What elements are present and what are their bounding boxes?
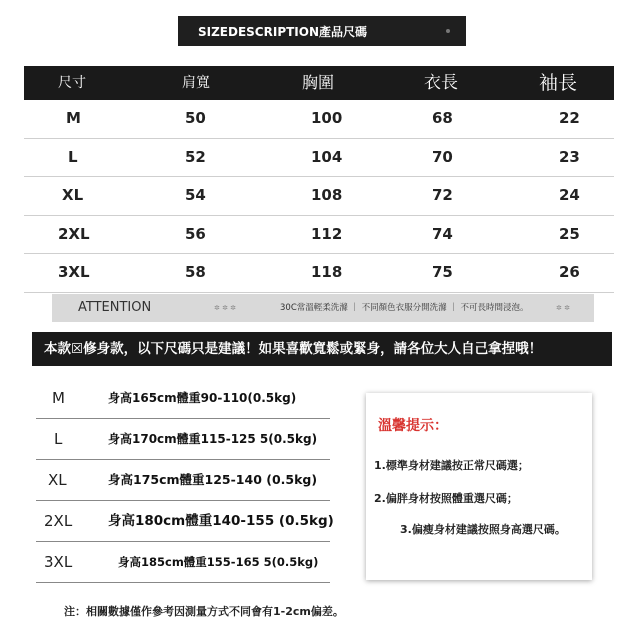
table-row bbox=[24, 177, 614, 216]
table-cell: 2XL bbox=[58, 224, 90, 243]
table-cell: 22 bbox=[559, 109, 580, 127]
fit-notice-text: 本款☒修身款，以下尺碼只是建議！如果喜歡寬鬆或緊身，請各位大人自己拿捏哦！ bbox=[44, 341, 543, 357]
table-cell: 104 bbox=[311, 147, 343, 166]
table-cell: 108 bbox=[311, 186, 343, 204]
recommendation-size: L bbox=[54, 430, 63, 448]
recommendation-size: 2XL bbox=[44, 512, 73, 530]
attention-label: ATTENTION bbox=[78, 300, 152, 315]
tip-item: 2.偏胖身材按照體重選尺碼； bbox=[374, 492, 518, 505]
column-header-length: 衣長 bbox=[424, 73, 458, 93]
table-cell: 25 bbox=[559, 224, 580, 243]
table-row bbox=[24, 100, 614, 139]
table-cell: 100 bbox=[311, 109, 343, 127]
table-cell: 23 bbox=[559, 147, 580, 166]
column-header-chest: 胸圍 bbox=[302, 73, 335, 92]
column-header-size: 尺寸 bbox=[58, 75, 86, 91]
table-cell: 75 bbox=[432, 263, 453, 281]
recommendation-size: M bbox=[52, 389, 65, 407]
table-cell: 72 bbox=[432, 186, 453, 204]
table-cell: 70 bbox=[432, 147, 453, 166]
table-cell: 24 bbox=[559, 186, 580, 204]
decorative-dot bbox=[446, 29, 450, 33]
tip-item: 1.標準身材建議按正常尺碼選； bbox=[374, 459, 529, 472]
list-item bbox=[36, 460, 330, 501]
table-cell: M bbox=[66, 109, 81, 127]
list-item bbox=[36, 501, 334, 542]
tips-title: 溫馨提示： bbox=[378, 418, 448, 434]
care-instructions-bar bbox=[52, 294, 594, 322]
recommendation-desc: 身高165cm體重90-110(0.5kg) bbox=[108, 391, 297, 405]
recommendation-desc: 身高170cm體重115-125 5(0.5kg) bbox=[108, 432, 318, 446]
recommendation-desc: 身高180cm體重140-155 (0.5kg) bbox=[108, 513, 334, 529]
size-table bbox=[24, 66, 614, 293]
table-row bbox=[24, 254, 614, 293]
table-cell: 54 bbox=[185, 186, 206, 204]
table-cell: XL bbox=[62, 186, 84, 204]
table-cell: 26 bbox=[559, 263, 580, 281]
care-text: 30C常溫輕柔洗滌 ｜ 不同顏色衣服分開洗滌 ｜ 不可長時間浸泡。 bbox=[280, 303, 529, 313]
table-cell: 74 bbox=[432, 224, 453, 243]
table-header-row bbox=[24, 66, 614, 100]
fit-notice-bar bbox=[32, 332, 612, 366]
table-cell: 112 bbox=[311, 224, 343, 243]
table-cell: 52 bbox=[185, 147, 206, 166]
section-title: SIZEDESCRIPTION產品尺碼 bbox=[198, 25, 368, 39]
recommendation-size: XL bbox=[48, 471, 67, 489]
recommendation-size: 3XL bbox=[44, 553, 73, 571]
tips-card bbox=[366, 393, 592, 580]
column-header-shoulder: 肩寬 bbox=[182, 75, 210, 91]
wash-icon: ✲ ✲ ✲ bbox=[214, 304, 237, 312]
table-cell: 58 bbox=[185, 263, 206, 281]
column-header-sleeve: 袖長 bbox=[539, 72, 578, 94]
size-recommendation-list bbox=[36, 378, 334, 583]
section-header bbox=[178, 16, 466, 46]
table-cell: L bbox=[68, 147, 78, 166]
table-cell: 118 bbox=[311, 263, 343, 281]
list-item bbox=[36, 542, 330, 583]
list-item bbox=[36, 419, 330, 460]
table-cell: 68 bbox=[432, 109, 453, 127]
table-cell: 56 bbox=[185, 224, 206, 243]
tip-item: 3.偏瘦身材建議按照身高選尺碼。 bbox=[400, 523, 566, 536]
table-cell: 3XL bbox=[58, 263, 90, 281]
list-item bbox=[36, 378, 330, 419]
table-row bbox=[24, 216, 614, 255]
table-row bbox=[24, 139, 614, 178]
recommendation-desc: 身高175cm體重125-140 (0.5kg) bbox=[108, 472, 318, 487]
recommendation-desc: 身高185cm體重155-165 5(0.5kg) bbox=[118, 555, 319, 569]
measurement-footnote: 注：相關數據僅作參考因測量方式不同會有1-2cm偏差。 bbox=[64, 605, 344, 618]
table-cell: 50 bbox=[185, 109, 206, 127]
soak-icon: ✲ ✲ bbox=[556, 304, 570, 312]
